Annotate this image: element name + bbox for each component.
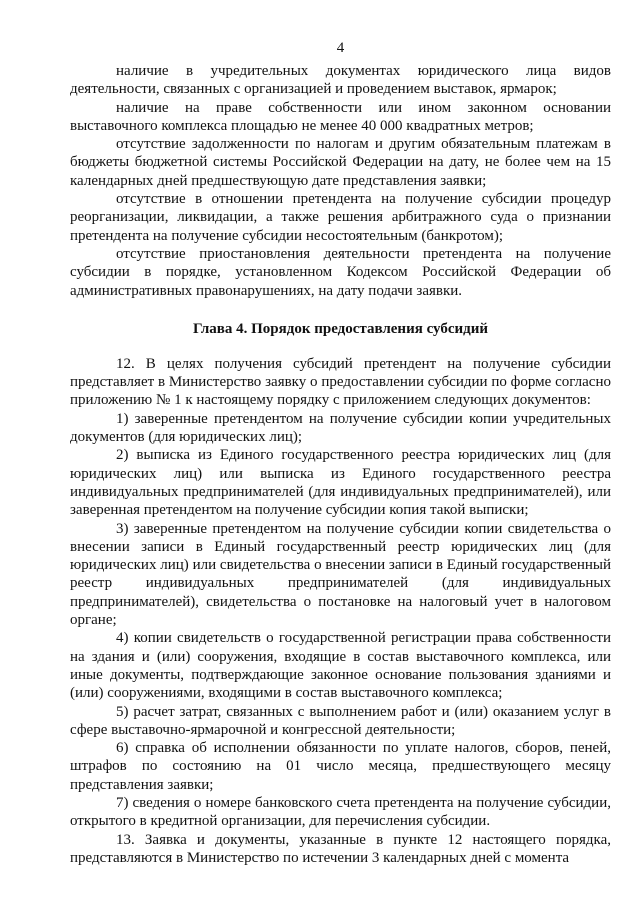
- clause-12-paragraph: 12. В целях получения субсидий претендент на получение субсидии представляет в Министерство заявку о предоставлении субсидии по форме согласно приложению № 1 к настоящему порядку с приложением следующих документов:: [70, 355, 611, 409]
- document-list-item: 5) расчет затрат, связанных с выполнением работ и (или) оказанием услуг в сфере выставочно-ярмарочной и конгрессной деятельности;: [70, 703, 611, 738]
- document-list-item: 4) копии свидетельств о государственной регистрации права собственности на здания и (или) сооружения, входящие в состав выставочного комплекса, или иные документы, подтверждающие законное основание пользования зданиями и (или) сооружениями, входящими в состав выставочного комплекса;: [70, 630, 611, 702]
- document-list-item: 2) выписка из Единого государственного реестра юридических лиц (для юридических лиц) или выписка из Единого государственного реестра индивидуальных предпринимателей (для индивидуальных предпринимателей), или заверенная претендентом на получение субсидии копия такой выписки;: [70, 447, 611, 519]
- document-body: [70, 62, 611, 867]
- clause-13-paragraph: 13. Заявка и документы, указанные в пункте 12 настоящего порядка, представляются в Министерство по истечении 3 календарных дней с момента: [70, 831, 611, 866]
- document-page: [70, 0, 611, 905]
- requirement-paragraph: наличие в учредительных документах юридического лица видов деятельности, связанных с организацией и проведением выставок, ярмарок;: [70, 63, 611, 98]
- page-number: 4: [336, 40, 345, 56]
- requirement-paragraph: отсутствие задолженности по налогам и другим обязательным платежам в бюджеты бюджетной системы Российской Федерации на дату, не более чем на 15 календарных дней предшествующую дате представления заявки;: [70, 136, 611, 189]
- chapter-heading: Глава 4. Порядок предоставления субсидий: [192, 320, 489, 337]
- requirement-paragraph: отсутствие в отношении претендента на получение субсидии процедур реорганизации, ликвидации, а также решения арбитражного суда о признании претендента на получение субсидии несостоятельным (банкротом);: [70, 191, 611, 244]
- requirement-paragraph: отсутствие приостановления деятельности претендента на получение субсидии в порядке, установленном Кодексом Российской Федерации об административных правонарушениях, на дату подачи заявки.: [70, 245, 611, 299]
- requirement-paragraph: наличие на праве собственности или ином законном основании выставочного комплекса площадью не менее 40 000 квадратных метров;: [70, 99, 611, 134]
- document-list-item: 6) справка об исполнении обязанности по уплате налогов, сборов, пеней, штрафов по состоянию на 01 число месяца, предшествующего месяцу представления заявки;: [70, 740, 611, 793]
- document-list-item: 7) сведения о номере банковского счета претендента на получение субсидии, открытого в кредитной организации, для перечисления субсидии.: [70, 794, 611, 830]
- document-list-item: 1) заверенные претендентом на получение субсидии копии учредительных документов (для юридических лиц);: [70, 410, 611, 446]
- document-list-item: 3) заверенные претендентом на получение субсидии копии свидетельства о внесении записи в Единый государственный реестр юридических лиц (для юридических лиц) или свидетельства о внесении записи в Единый государственный реестр индивидуальных предпринимателей (для индивидуальных предпринимателей), свидетельства о постановке на налоговый учет в налоговом органе;: [70, 520, 611, 629]
